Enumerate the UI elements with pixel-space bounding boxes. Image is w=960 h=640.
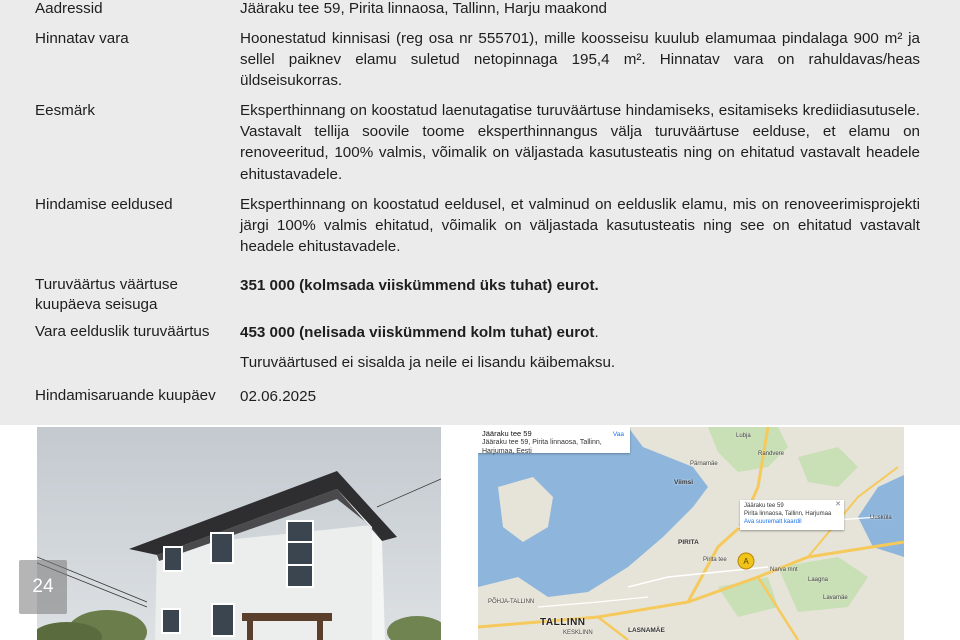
value-purpose: Eksperthinnang on koostatud laenutagatise turuväärtuse hindamiseks, esitamiseks krediidiasutusele. Vastavalt tellija soovile toome eksperthinnangus välja turuväärtuse eelduse, et elamu on renoveeritud, 100% valmis, võimalik on väljastada kasutusteatis ning on ehitatud vastavalt headele ehitustavadele. bbox=[240, 102, 920, 183]
label-market-value: Turuväärtus väärtuse kuupäeva seisuga bbox=[35, 276, 178, 313]
map-illustration bbox=[478, 427, 904, 640]
pin-subtitle: Pirita linnaosa, Tallinn, Harjumaa bbox=[744, 511, 832, 517]
label-purpose: Eesmärk bbox=[35, 102, 95, 119]
map-label-uuskula: Uusküla bbox=[870, 515, 892, 521]
map-label-randvere: Randvere bbox=[758, 451, 785, 457]
value-address: Jääraku tee 59, Pirita linnaosa, Tallinn, Harju maakond bbox=[240, 0, 607, 17]
map-label-narva-mnt: Narva mnt bbox=[770, 567, 798, 573]
label-prospective-value: Vara eelduslik turuväärtus bbox=[35, 323, 210, 340]
value-assumptions: Eksperthinnang on koostatud eeldusel, et valminud on eelduslik elamu, mis on renoveerimisprojekti järgi 100% valmis ehitatud, võimalik on väljastada kasutusteatis ning see on ehitatud vastavalt headele ehitustavadele. bbox=[240, 196, 920, 256]
map-label-laagna: Laagna bbox=[808, 577, 829, 583]
svg-text:A: A bbox=[743, 557, 749, 566]
map-label-lavamae: Lavamäe bbox=[823, 595, 848, 601]
value-prospective-value-line bbox=[240, 322, 920, 343]
map-label-parnamae: Pärnamäe bbox=[690, 461, 718, 467]
map-card-subtitle: Jääraku tee 59, Pirita linnaosa, Tallinn, Harjumaa, Eesti bbox=[482, 439, 602, 455]
map-label-pohja-tallinn: PÕHJA-TALLINN bbox=[488, 599, 535, 605]
label-report-date: Hindamisaruande kuupäev bbox=[35, 387, 216, 404]
map-label-lubja: Lubja bbox=[736, 433, 751, 439]
pin-link[interactable]: Ava suuremalt kaardil bbox=[744, 519, 802, 525]
map-label-pirita-tee: Pirita tee bbox=[703, 557, 727, 563]
value-vat-note: Turuväärtused ei sisalda ja neile ei lisandu käibemaksu. bbox=[240, 354, 616, 371]
close-icon[interactable]: ✕ bbox=[835, 501, 841, 508]
map-card-link[interactable]: Vaa bbox=[612, 431, 624, 438]
label-assumptions: Hindamise eeldused bbox=[35, 196, 173, 213]
value-property: Hoonestatud kinnisasi (reg osa nr 555701), mille koosseisu kuulub elamumaa pindalaga 900 m² ja sellel paiknev elamu suletud netopinnaga 195,4 m². Hinnatav vara on rahuldavas/heas üldseisukorras. bbox=[240, 30, 920, 90]
map-label-viimsi: Viimsi bbox=[674, 479, 694, 486]
map-card-title: Jääraku tee 59 bbox=[482, 429, 532, 438]
page-number-badge: 24 bbox=[19, 560, 67, 614]
label-property: Hinnatav vara bbox=[35, 30, 129, 47]
location-map[interactable] bbox=[478, 427, 904, 640]
value-prospective-value: 453 000 (nelisada viiskümmend kolm tuhat) eurot bbox=[240, 324, 595, 341]
label-address: Aadressid bbox=[35, 0, 103, 17]
map-label-pirita: PIRITA bbox=[678, 539, 699, 546]
map-pin-infowindow[interactable] bbox=[740, 500, 844, 530]
pin-title: Jääraku tee 59 bbox=[744, 503, 784, 509]
building-photo-illustration bbox=[37, 427, 441, 640]
value-prospective-value-suffix: . bbox=[594, 324, 599, 341]
map-label-tallinn: TALLINN bbox=[540, 617, 586, 628]
value-report-date: 02.06.2025 bbox=[240, 388, 317, 405]
map-label-lasnamae: LASNAMÄE bbox=[628, 627, 665, 634]
map-label-kesklinn: KESKLINN bbox=[563, 630, 593, 636]
map-place-card[interactable] bbox=[478, 427, 630, 453]
building-photo bbox=[37, 427, 441, 640]
value-market-value: 351 000 (kolmsada viiskümmend üks tuhat) eurot. bbox=[240, 277, 599, 294]
